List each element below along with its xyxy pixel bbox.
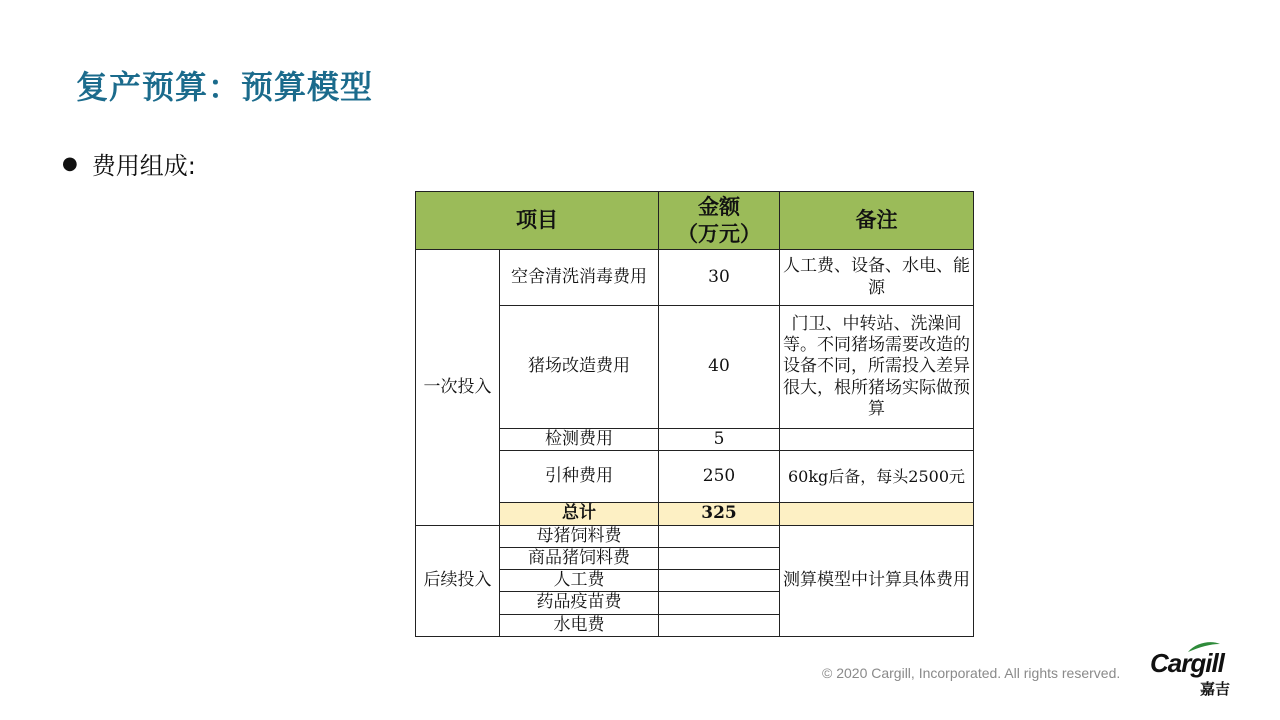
table-row bbox=[416, 429, 974, 451]
group-label-initial: 一次投入 bbox=[416, 250, 500, 526]
item-name: 猪场改造费用 bbox=[500, 306, 659, 429]
item-name: 引种费用 bbox=[500, 451, 659, 503]
logo-wordmark: Cargill bbox=[1150, 648, 1224, 678]
item-amount bbox=[659, 614, 780, 636]
table-header-row bbox=[416, 192, 974, 250]
item-amount bbox=[659, 525, 780, 547]
item-amount: 40 bbox=[659, 306, 780, 429]
item-name: 空舍清洗消毒费用 bbox=[500, 250, 659, 306]
copyright-text: © 2020 Cargill, Incorporated. All rights reserved. bbox=[822, 665, 1121, 681]
item-amount bbox=[659, 570, 780, 592]
header-amount bbox=[659, 192, 780, 250]
header-note: 备注 bbox=[780, 192, 974, 250]
item-note: 人工费、设备、水电、能源 bbox=[780, 250, 974, 306]
total-amount: 325 bbox=[659, 503, 780, 525]
item-name: 检测费用 bbox=[500, 429, 659, 451]
table-row bbox=[416, 525, 974, 547]
item-name: 母猪饲料费 bbox=[500, 525, 659, 547]
item-note: 门卫、中转站、洗澡间等。不同猪场需要改造的设备不同，所需投入差异很大，根所猪场实际做预算 bbox=[780, 306, 974, 429]
bullet-text: 费用组成: bbox=[91, 152, 196, 180]
total-row bbox=[416, 503, 974, 525]
table-row bbox=[416, 250, 974, 306]
item-amount: 5 bbox=[659, 429, 780, 451]
item-amount: 250 bbox=[659, 451, 780, 503]
table-row bbox=[416, 306, 974, 429]
bullet-item bbox=[62, 146, 196, 181]
total-note bbox=[780, 503, 974, 525]
item-amount bbox=[659, 592, 780, 614]
total-label: 总计 bbox=[500, 503, 659, 525]
slide-title: 复产预算：预算模型 bbox=[76, 68, 374, 106]
header-amount-line1: 金额 bbox=[698, 195, 740, 220]
cargill-logo bbox=[1150, 640, 1236, 702]
item-note bbox=[780, 429, 974, 451]
followup-note: 测算模型中计算具体费用 bbox=[780, 525, 974, 636]
item-name: 水电费 bbox=[500, 614, 659, 636]
item-note: 60kg后备，每头2500元 bbox=[780, 451, 974, 503]
item-name: 商品猪饲料费 bbox=[500, 547, 659, 569]
bullet-dot-icon: ● bbox=[62, 153, 78, 174]
item-name: 人工费 bbox=[500, 570, 659, 592]
logo-chinese: 嘉吉 bbox=[1200, 680, 1231, 698]
group-label-followup: 后续投入 bbox=[416, 525, 500, 636]
table-row bbox=[416, 451, 974, 503]
header-item: 项目 bbox=[416, 192, 659, 250]
item-amount: 30 bbox=[659, 250, 780, 306]
item-amount bbox=[659, 547, 780, 569]
header-amount-line2: （万元） bbox=[677, 221, 761, 246]
budget-table bbox=[415, 191, 974, 637]
item-name: 药品疫苗费 bbox=[500, 592, 659, 614]
